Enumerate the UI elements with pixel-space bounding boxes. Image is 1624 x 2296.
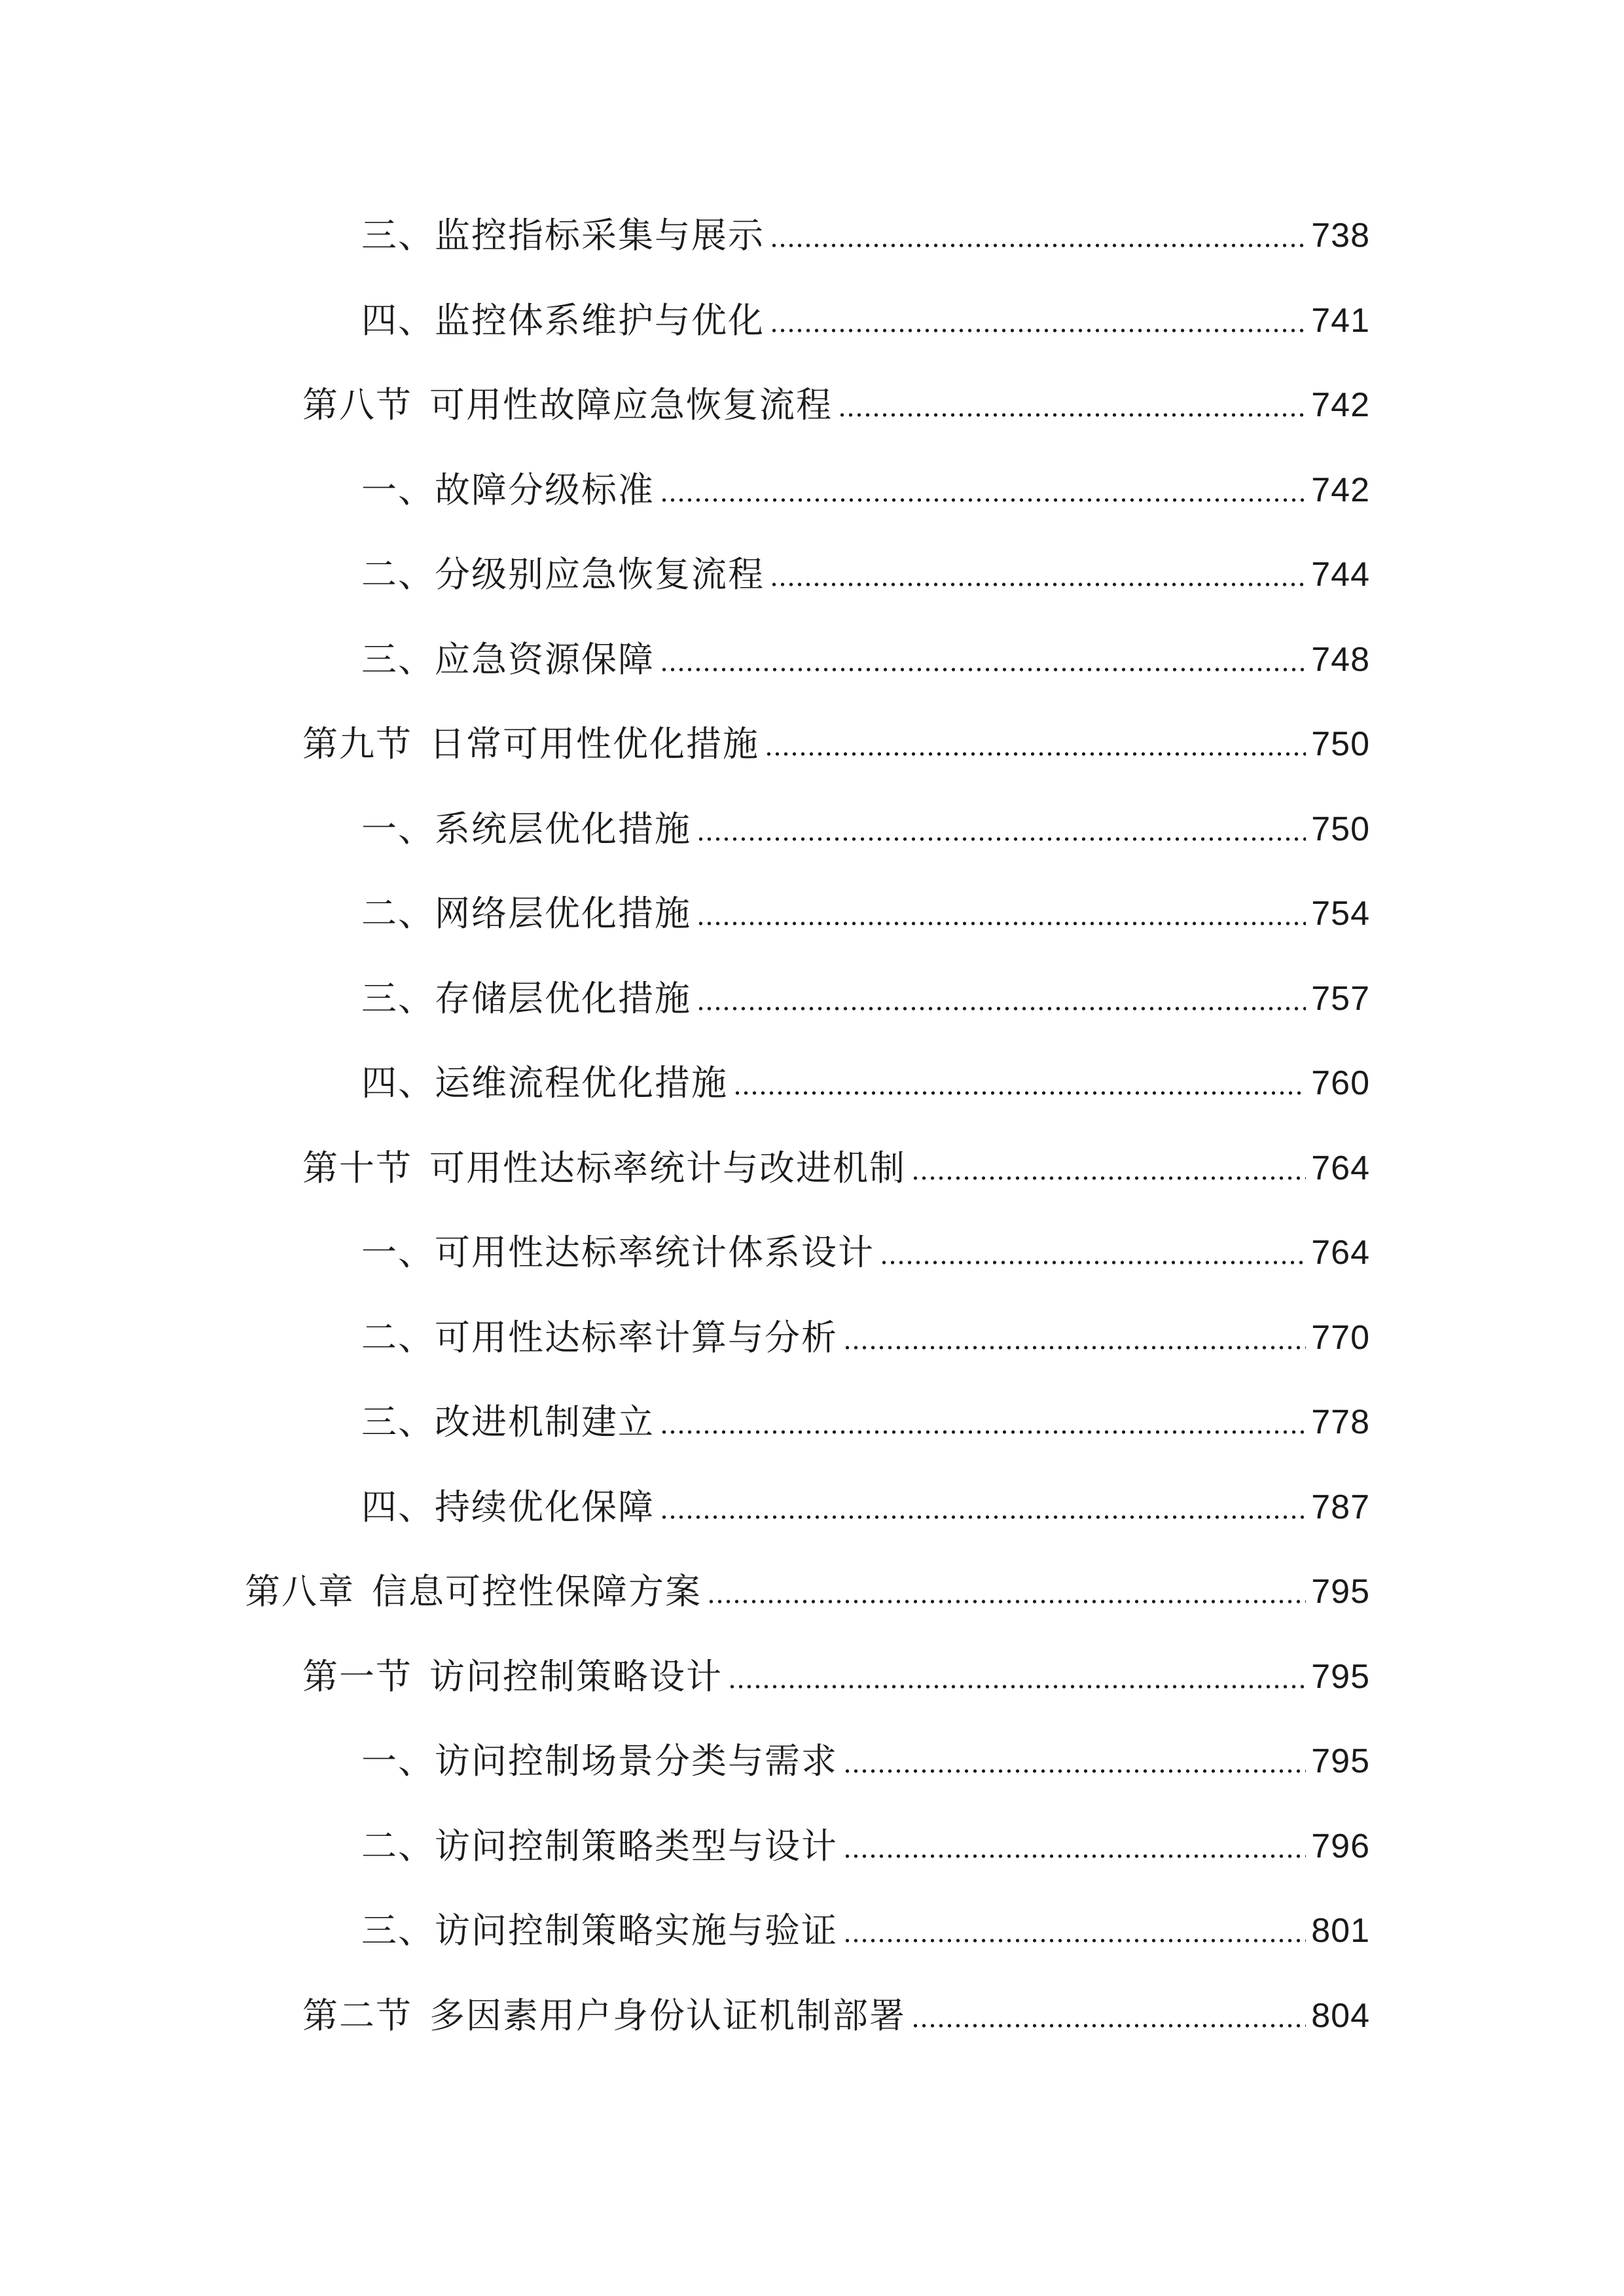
toc-entry-item[interactable] [361, 973, 1370, 1025]
toc-entry-label [302, 1651, 723, 1703]
toc-entry-label [361, 1481, 655, 1534]
toc-entry-title: 一、故障分级标准 [361, 469, 655, 511]
toc-entry-item[interactable] [361, 1312, 1370, 1364]
toc-entry-section[interactable] [302, 1990, 1370, 2042]
toc-entry-label [302, 379, 833, 431]
toc-page-number: 764 [1311, 1149, 1370, 1187]
toc-entry-label [361, 1227, 875, 1279]
toc-entry-label [361, 803, 691, 855]
toc-entry-title: 三、改进机制建立 [361, 1401, 655, 1443]
toc-page-number: 801 [1311, 1912, 1370, 1950]
toc-entry-number: 第二节 [302, 1994, 412, 2036]
toc-page-number: 795 [1311, 1742, 1370, 1780]
toc-dot-leader [660, 666, 1306, 673]
toc-dot-leader [660, 1514, 1306, 1520]
toc-page-number: 757 [1311, 979, 1370, 1018]
toc-entry-label [361, 973, 691, 1025]
toc-page-number: 760 [1311, 1064, 1370, 1102]
toc-page-number: 742 [1311, 471, 1370, 509]
toc-page-number: 795 [1311, 1657, 1370, 1696]
toc-dot-leader [770, 327, 1306, 334]
toc-entry-item[interactable] [361, 548, 1370, 601]
toc-entry-item[interactable] [361, 1481, 1370, 1534]
toc-dot-leader [733, 1090, 1306, 1096]
toc-entry-title: 一、可用性达标率统计体系设计 [361, 1232, 875, 1273]
toc-page-number: 741 [1311, 301, 1370, 340]
toc-entry-label [361, 634, 655, 686]
toc-page-number: 796 [1311, 1827, 1370, 1865]
toc-entry-title: 二、网络层优化措施 [361, 893, 691, 934]
toc-entry-item[interactable] [361, 464, 1370, 516]
toc-page-number: 787 [1311, 1488, 1370, 1526]
toc-entry-section[interactable] [302, 718, 1370, 770]
toc-entry-item[interactable] [361, 634, 1370, 686]
toc-entry-label [361, 295, 765, 347]
toc-entry-item[interactable] [361, 1905, 1370, 1957]
toc-dot-leader [911, 1175, 1306, 1181]
toc-entry-label [302, 1990, 906, 2042]
toc-entry-title: 四、监控体系维护与优化 [361, 299, 765, 341]
toc-dot-leader [696, 920, 1306, 927]
toc-entry-item[interactable] [361, 295, 1370, 347]
toc-dot-leader [838, 412, 1306, 418]
toc-page-number: 748 [1311, 640, 1370, 679]
toc-entry-label [361, 209, 765, 262]
toc-entry-title: 多因素用户身份认证机制部署 [429, 1994, 906, 2036]
toc-entry-label [302, 718, 759, 770]
toc-dot-leader [770, 242, 1306, 249]
toc-page-number: 778 [1311, 1403, 1370, 1441]
toc-dot-leader [911, 2022, 1306, 2029]
toc-entry-label [245, 1566, 702, 1618]
toc-entry-item[interactable] [361, 209, 1370, 262]
toc-page-number: 764 [1311, 1234, 1370, 1272]
toc-page-number: 804 [1311, 1996, 1370, 2035]
toc-dot-leader [843, 1768, 1306, 1774]
toc-entry-chapter[interactable] [245, 1566, 1370, 1618]
toc-dot-leader [880, 1259, 1306, 1266]
toc-entry-label [361, 1820, 838, 1873]
toc-entry-title: 可用性故障应急恢复流程 [429, 384, 833, 425]
toc-dot-leader [696, 1005, 1306, 1012]
toc-entry-item[interactable] [361, 1227, 1370, 1279]
toc-entry-section[interactable] [302, 1142, 1370, 1194]
toc-entry-number: 第一节 [302, 1655, 412, 1697]
toc-entry-title: 一、访问控制场景分类与需求 [361, 1740, 838, 1782]
toc-dot-leader [843, 1853, 1306, 1859]
toc-dot-leader [843, 1344, 1306, 1351]
toc-entry-item[interactable] [361, 1735, 1370, 1787]
toc-dot-leader [728, 1683, 1306, 1690]
toc-entry-title: 信息可控性保障方案 [372, 1571, 702, 1612]
toc-dot-leader [843, 1937, 1306, 1944]
toc-page-number: 738 [1311, 217, 1370, 255]
toc-entry-title: 可用性达标率统计与改进机制 [429, 1147, 906, 1189]
toc-entry-title: 二、分级别应急恢复流程 [361, 554, 765, 595]
toc-entry-label [361, 888, 691, 940]
toc-entry-number: 第八章 [245, 1571, 355, 1612]
toc-entry-label [361, 464, 655, 516]
toc-page-number: 750 [1311, 725, 1370, 763]
toc-entry-section[interactable] [302, 1651, 1370, 1703]
toc-dot-leader [696, 836, 1306, 842]
toc-entry-number: 第八节 [302, 384, 412, 425]
toc-entry-item[interactable] [361, 888, 1370, 940]
toc-dot-leader [660, 497, 1306, 503]
toc-entry-label [361, 548, 765, 601]
toc-dot-leader [765, 751, 1306, 757]
toc-entry-item[interactable] [361, 803, 1370, 855]
toc-entry-title: 三、监控指标采集与展示 [361, 215, 765, 256]
toc-entry-item[interactable] [361, 1396, 1370, 1448]
toc-entry-item[interactable] [361, 1057, 1370, 1109]
toc-entry-label [361, 1735, 838, 1787]
toc-entry-section[interactable] [302, 379, 1370, 431]
toc-entry-title: 二、访问控制策略类型与设计 [361, 1825, 838, 1867]
toc-dot-leader [707, 1598, 1306, 1605]
toc-page-number: 770 [1311, 1318, 1370, 1357]
toc-entry-number: 第九节 [302, 723, 412, 764]
toc-entry-title: 一、系统层优化措施 [361, 808, 691, 850]
toc-entry-label [361, 1057, 728, 1109]
toc-entry-label [361, 1312, 838, 1364]
toc-page-number: 795 [1311, 1573, 1370, 1611]
toc-entry-title: 三、存储层优化措施 [361, 977, 691, 1019]
toc-entry-label [302, 1142, 906, 1194]
toc-entry-number: 第十节 [302, 1147, 412, 1189]
toc-entry-label [361, 1396, 655, 1448]
toc-entry-title: 三、访问控制策略实施与验证 [361, 1910, 838, 1951]
toc-entry-title: 四、运维流程优化措施 [361, 1062, 728, 1103]
toc-dot-leader [770, 581, 1306, 588]
toc-page-number: 742 [1311, 386, 1370, 424]
toc-page-number: 750 [1311, 810, 1370, 848]
toc-entry-title: 二、可用性达标率计算与分析 [361, 1316, 838, 1358]
toc-entry-title: 三、应急资源保障 [361, 638, 655, 680]
toc-entry-title: 日常可用性优化措施 [429, 723, 759, 764]
toc-entry-title: 访问控制策略设计 [429, 1655, 723, 1697]
toc-entry-item[interactable] [361, 1820, 1370, 1873]
toc-page-number: 754 [1311, 895, 1370, 933]
toc-page-number: 744 [1311, 556, 1370, 594]
toc-dot-leader [660, 1429, 1306, 1435]
toc-entry-title: 四、持续优化保障 [361, 1486, 655, 1528]
toc-entry-label [361, 1905, 838, 1957]
